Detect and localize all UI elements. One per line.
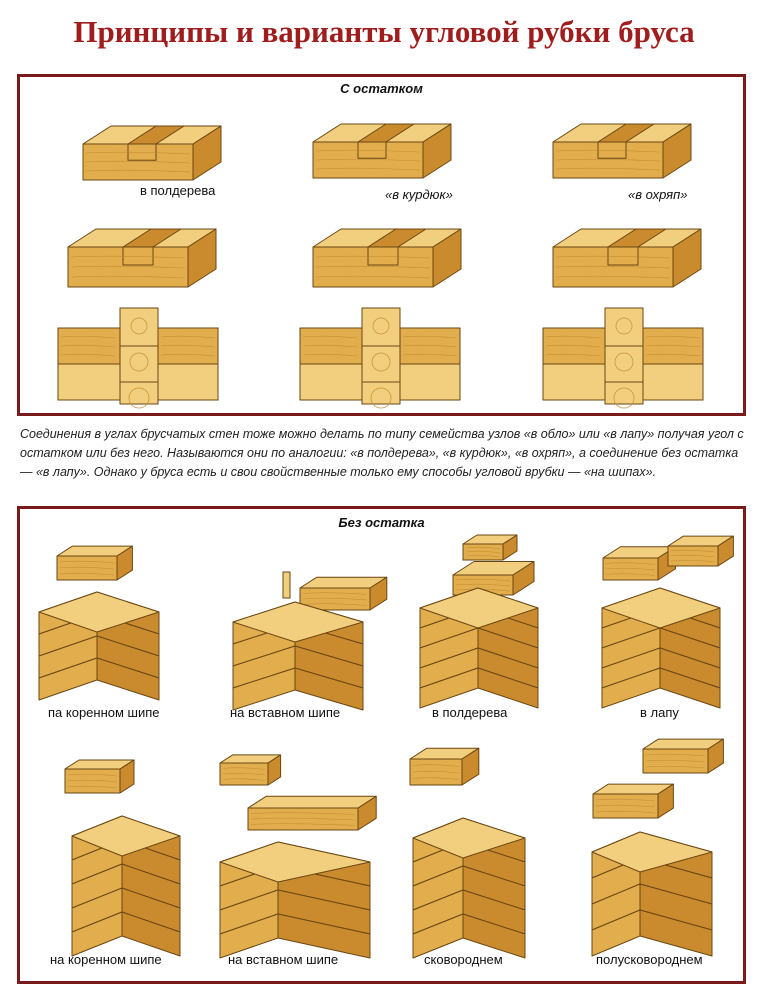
caption-insert-tenon-2: на вставном шипе [228,952,339,967]
description-paragraph: Соединения в углах брусчатых стен тоже можно делать по типу семейства узлов «в обло» или «в лапу» получая угол с остатком или без него. Называются они по аналогии: «в полдерева», «в курдюк», «в охряп», а соединение без остатка — «в лапу». Однако у бруса есть и свои свойственные только ему способы угловой врубки — «на шипах». [20,427,744,479]
corner-figure-root-tenon-2 [60,738,190,948]
caption-kurdyuk: «в курдюк» [385,187,453,202]
panel-heading: Без остатка [338,515,425,530]
caption-half-dovetail: полусковороднем [596,952,703,967]
corner-figure-paw [598,530,728,700]
caption-dovetail: сковороднем [424,952,503,967]
joint-figure-kurdyuk-lower [305,205,455,295]
cross-section-okhryap [543,306,703,406]
caption-half-timber-corner: в полдерева [432,705,508,720]
joint-figure-okhryap-lower [545,205,695,295]
joint-figure-okhryap-upper [545,108,685,188]
page-title: Принципы и варианты угловой рубки бруса [73,14,695,49]
caption-root-tenon-2: на коренном шипе [50,952,162,967]
corner-figure-half-timber [408,540,548,700]
joint-figure-half-timber-lower [60,205,210,295]
caption-half-timber: в полдерева [140,183,216,198]
corner-figure-insert-tenon-1 [225,550,385,700]
panel-heading: С остатком [340,81,423,96]
corner-figure-insert-tenon-2 [218,740,378,948]
cross-section-kurdyuk [300,306,460,406]
corner-figure-dovetail [405,740,535,948]
caption-insert-tenon-1: на вставном шипе [230,705,341,720]
joint-figure-half-timber-upper [75,110,215,190]
joint-figure-kurdyuk-upper [305,108,445,188]
caption-root-tenon-1: па коренном шипе [48,705,160,720]
cross-section-half-timber [58,306,218,406]
caption-okhryap: «в охряп» [628,187,688,202]
corner-figure-root-tenon-1 [35,540,170,700]
caption-paw: в лапу [640,705,679,720]
corner-figure-half-dovetail [588,728,723,948]
